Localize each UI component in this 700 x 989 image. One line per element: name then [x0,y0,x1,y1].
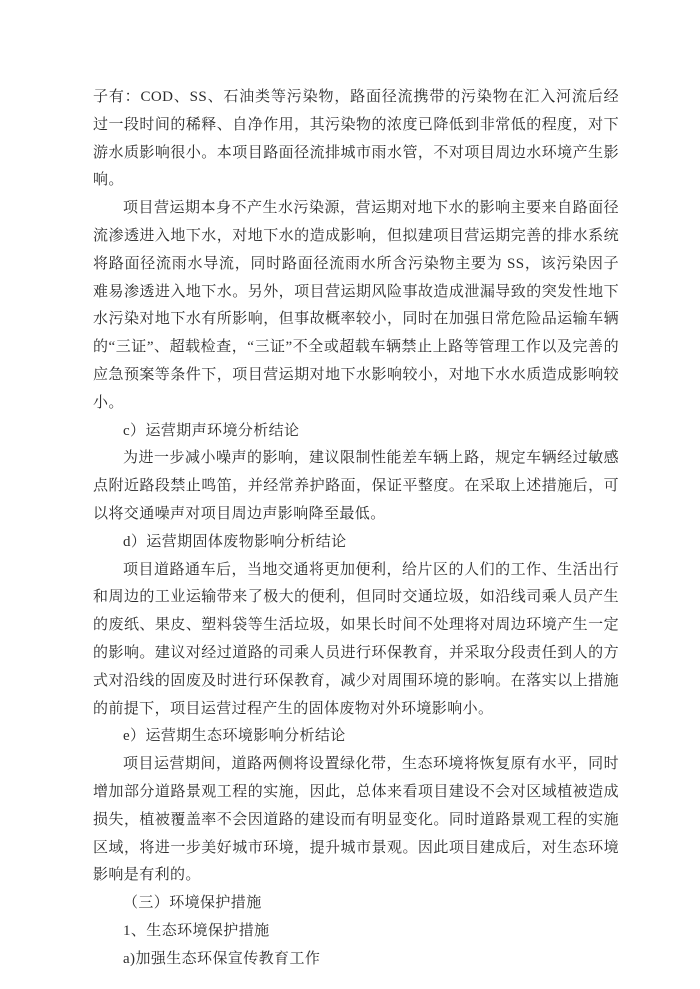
heading-ecological-protection-measures: 1、生态环境保护措施 [123,922,270,939]
heading-noise-conclusion: c）运营期声环境分析结论 [123,422,300,439]
text-column [93,84,619,974]
body-paragraph-noise: 为进一步减小噪声的影响，建议限制性能差车辆上路，规定车辆经过敏感点附近路段禁止鸣笛，并经常养护路面，保证平整度。在采取上述措施后，可以将交通噪声对项目周边声影响降至最低。 [93,450,619,522]
body-paragraph-groundwater: 项目营运期本身不产生水污染源，营运期对地下水的影响主要来自路面径流渗透进入地下水，对地下水的造成影响，但拟建项目营运期完善的排水系统将路面径流雨水导流，同时路面径流雨水所含污染物主要为 SS，该污染因子难易渗透进入地下水。另外，项目营运期风险事故造成泄漏导致的突发性地下水污染对地下水有所影响，但事故概率较小，同时在加强日常危险品运输车辆的“三证”、超载检查，“三证”不全或超载车辆禁止上路等管理工作以及完善的应急预案等条件下，项目营运期对地下水影响较小，对地下水水质造成影响较小。 [93,200,619,411]
heading-ecology-conclusion: e）运营期生态环境影响分析结论 [123,728,346,745]
heading-solid-waste-conclusion: d）运营期固体废物影响分析结论 [123,533,347,550]
body-paragraph-surface-water: 子有：COD、SS、石油类等污染物，路面径流携带的污染物在汇入河流后经过一段时间的稀释、自净作用，其污染物的浓度已降低到非常低的程度，对下游水质影响很小。本项目路面径流排城市雨水管，不对项目周边水环境产生影响。 [93,89,619,189]
body-paragraph-ecology: 项目运营期间，道路两侧将设置绿化带，生态环境将恢复原有水平，同时增加部分道路景观工程的实施，因此，总体来看项目建设不会对区域植被造成损失，植被覆盖率不会因道路的建设而有明显变化。同时道路景观工程的实施区域，将进一步美好城市环境，提升城市景观。因此项目建成后，对生态环境影响是有利的。 [93,756,619,884]
heading-environmental-protection-measures: （三）环境保护措施 [123,895,262,912]
body-paragraph-solid-waste: 项目道路通车后，当地交通将更加便利，给片区的人们的工作、生活出行和周边的工业运输带来了极大的便利，但同时交通垃圾，如沿线司乘人员产生的废纸、果皮、塑料袋等生活垃圾，如果长时间不处理将对周边环境产生一定的影响。建议对经过道路的司乘人员进行环保教育，并采取分段责任到人的方式对沿线的固废及时进行环保教育，减少对周围环境的影响。在落实以上措施的前提下，项目运营过程产生的固体废物对外环境影响小。 [93,561,619,717]
heading-strengthen-eco-education: a)加强生态环保宣传教育工作 [123,950,321,967]
